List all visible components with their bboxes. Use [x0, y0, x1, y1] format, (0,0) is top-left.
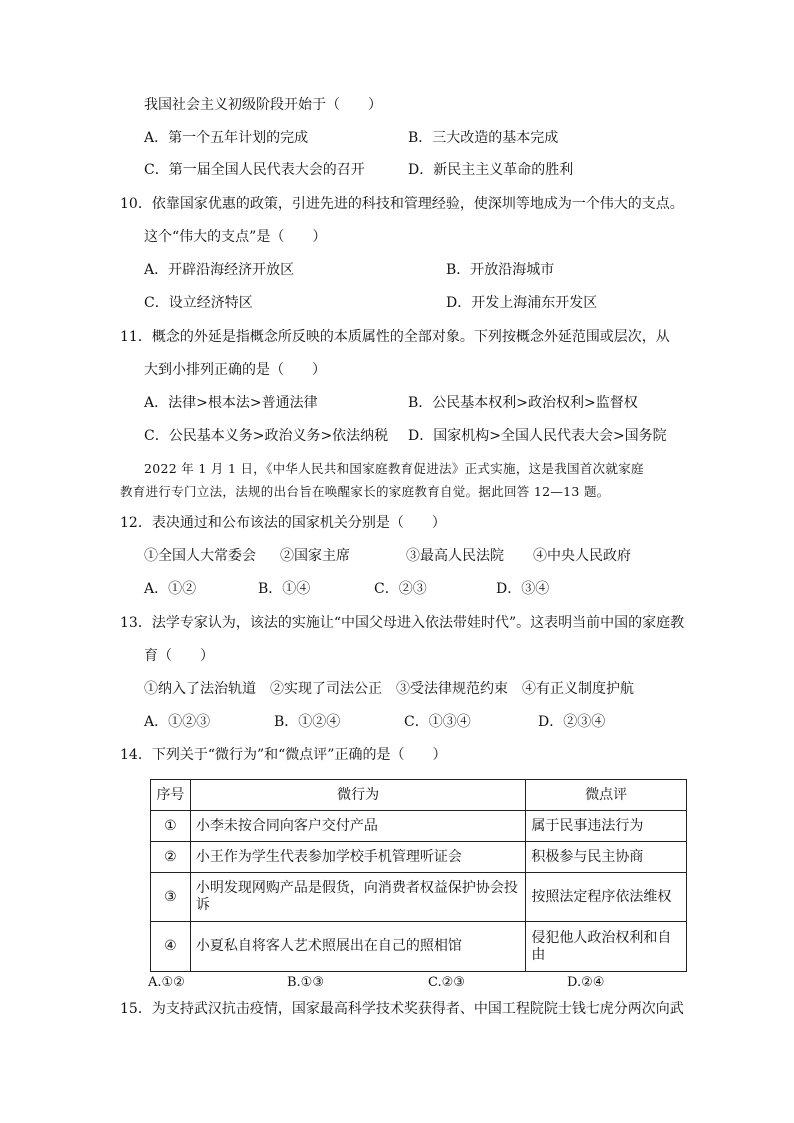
q13-statements: ①纳入了法治轨道 ②实现了司法公正 ③受法律规范约束 ④有正义制度护航 [144, 681, 634, 697]
q12-statement-4: ④中央人民政府 [533, 548, 631, 564]
q12-option-b: B．①④ [258, 581, 311, 597]
q14-option-b: B.①③ [287, 975, 324, 990]
table-row [151, 873, 687, 922]
row-comment: 按照法定程序依法维权 [526, 873, 687, 922]
q9-option-c: C．第一届全国人民代表大会的召开 [144, 162, 365, 178]
q11-option-d: D．国家机构>全国人民代表大会>国务院 [408, 428, 667, 444]
row-comment: 属于民事违法行为 [526, 811, 687, 842]
q13-option-d: D．②③④ [538, 714, 606, 730]
row-number: ③ [151, 873, 191, 922]
q10-option-a: A．开辟沿海经济开放区 [144, 262, 295, 278]
q12-statement-3: ③最高人民法院 [406, 548, 504, 564]
header-number: 序号 [151, 780, 191, 811]
q11-stem-line2: 大到小排列正确的是（ ） [144, 362, 326, 378]
q9-option-d: D．新民主主义革命的胜利 [408, 162, 574, 178]
q10-option-d: D．开发上海浦东开发区 [446, 295, 598, 311]
material-line2: 教育进行专门立法，法规的出台旨在唤醒家长的家庭教育自觉。据此回答 12—13 题。 [120, 484, 610, 499]
table-header-row [151, 780, 687, 811]
q12-option-a: A．①② [144, 581, 197, 597]
q10-stem-line1: 10．依靠国家优惠的政策，引进先进的科技和管理经验，使深圳等地成为一个伟大的支点。 [120, 196, 684, 212]
table-row [151, 811, 687, 842]
q9-option-a: A．第一个五年计划的完成 [144, 130, 309, 146]
q13-option-c: C．①③④ [404, 714, 471, 730]
q10-option-c: C．设立经济特区 [144, 295, 253, 311]
q9-option-b: B．三大改造的基本完成 [408, 130, 559, 146]
q12-statement-1: ①全国人大常委会 [144, 548, 256, 564]
table-row [151, 922, 687, 972]
q14-option-d: D.②④ [567, 975, 605, 990]
q11-option-b: B．公民基本权利>政治权利>监督权 [408, 395, 638, 411]
q12-stem: 12．表决通过和公布该法的国家机关分别是（ ） [120, 515, 446, 531]
q10-stem-line2: 这个“伟大的支点”是（ ） [144, 229, 327, 245]
q12-option-d: D．③④ [496, 581, 550, 597]
row-comment: 积极参与民主协商 [526, 842, 687, 873]
material-line1: 2022 年 1 月 1 日，《中华人民共和国家庭教育促进法》正式实施，这是我国首次就家庭 [144, 461, 644, 476]
row-number: ④ [151, 922, 191, 972]
q13-option-b: B．①②④ [274, 714, 341, 730]
row-number: ② [151, 842, 191, 873]
q14-option-c: C.②③ [428, 975, 465, 990]
row-behavior: 小夏私自将客人艺术照展出在自己的照相馆 [190, 922, 526, 972]
row-behavior: 小明发现网购产品是假货，向消费者权益保护协会投诉 [190, 873, 526, 922]
header-behavior: 微行为 [190, 780, 526, 811]
q13-stem-line1: 13．法学专家认为，该法的实施让“中国父母进入依法带娃时代”。这表明当前中国的家庭教 [120, 615, 685, 631]
row-behavior: 小王作为学生代表参加学校手机管理听证会 [190, 842, 526, 873]
q11-option-a: A．法律>根本法>普通法律 [144, 395, 318, 411]
row-number: ① [151, 811, 191, 842]
row-behavior: 小李未按合同向客户交付产品 [190, 811, 526, 842]
q11-stem-line1: 11．概念的外延是指概念所反映的本质属性的全部对象。下列按概念外延范围或层次，从 [120, 329, 670, 345]
q14-table [150, 779, 687, 972]
q12-option-c: C．②③ [374, 581, 427, 597]
q13-stem-line2: 育（ ） [144, 648, 214, 664]
q10-option-b: B．开放沿海城市 [446, 262, 555, 278]
q15-stem-line1: 15．为支持武汉抗击疫情，国家最高科学技术奖获得者、中国工程院院士钱七虎分两次向武 [120, 1001, 684, 1017]
q11-option-c: C．公民基本义务>政治义务>依法纳税 [144, 428, 389, 444]
q14-stem: 14．下列关于“微行为”和“微点评”正确的是（ ） [120, 747, 447, 763]
header-comment: 微点评 [526, 780, 687, 811]
q12-statement-2: ②国家主席 [280, 548, 350, 564]
q13-option-a: A．①②③ [144, 714, 211, 730]
row-comment: 侵犯他人政治权利和自由 [526, 922, 687, 972]
q14-option-a: A.①② [148, 975, 185, 990]
q9-stem: 我国社会主义初级阶段开始于（ ） [144, 97, 382, 113]
table-row [151, 842, 687, 873]
